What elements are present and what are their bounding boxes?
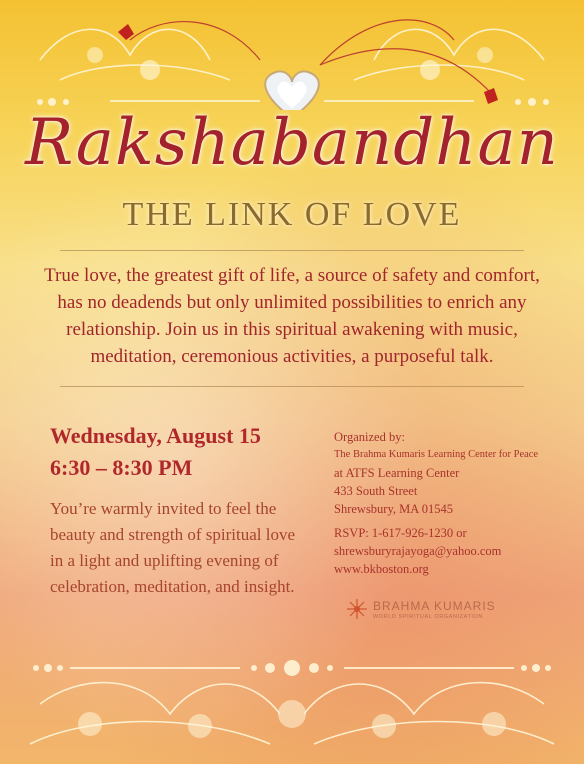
intro-paragraph: True love, the greatest gift of life, a source of safety and comfort, has no deadends but only unlimited possibilities to enrich any relationship. Join us in this spiritual awakening with music, meditation, ceremonious activities, a purposeful talk.	[44, 265, 540, 367]
organizer-label: Organized by:	[334, 430, 405, 444]
rsvp-phone: RSVP: 1-617-926-1230 or	[334, 526, 467, 540]
event-time: 6:30 – 8:30 PM	[50, 455, 193, 480]
bottom-floral-ornament	[0, 644, 584, 764]
rsvp-email[interactable]: shrewsburyrajayoga@yahoo.com	[334, 544, 502, 558]
brahma-kumaris-logo	[346, 598, 496, 620]
venue: at ATFS Learning Center	[334, 466, 460, 480]
divider	[60, 386, 524, 387]
event-datetime	[50, 420, 261, 484]
event-title: Rakshabandhan	[25, 106, 559, 180]
logo-tagline: WORLD SPIRITUAL ORGANIZATION	[373, 613, 484, 620]
lotus-icon	[346, 598, 368, 620]
organizer-block	[334, 428, 574, 578]
street-address: 433 South Street	[334, 484, 418, 498]
organizer-name: The Brahma Kumaris Learning Center for Peace	[334, 449, 539, 460]
website-link[interactable]: www.bkboston.org	[334, 562, 429, 576]
city-address: Shrewsbury, MA 01545	[334, 502, 453, 516]
top-floral-ornament	[0, 0, 584, 110]
logo-name: BRAHMA KUMARIS	[373, 598, 496, 613]
invitation-text: You’re warmly invited to feel the beauty and strength of spiritual love in a light and uplifting evening of celebration, meditation, and insight.	[50, 499, 296, 596]
event-subtitle: THE LINK OF LOVE	[122, 196, 462, 233]
divider	[60, 250, 524, 251]
event-date: Wednesday, August 15	[50, 423, 261, 448]
heart-jewel-icon	[265, 71, 319, 110]
